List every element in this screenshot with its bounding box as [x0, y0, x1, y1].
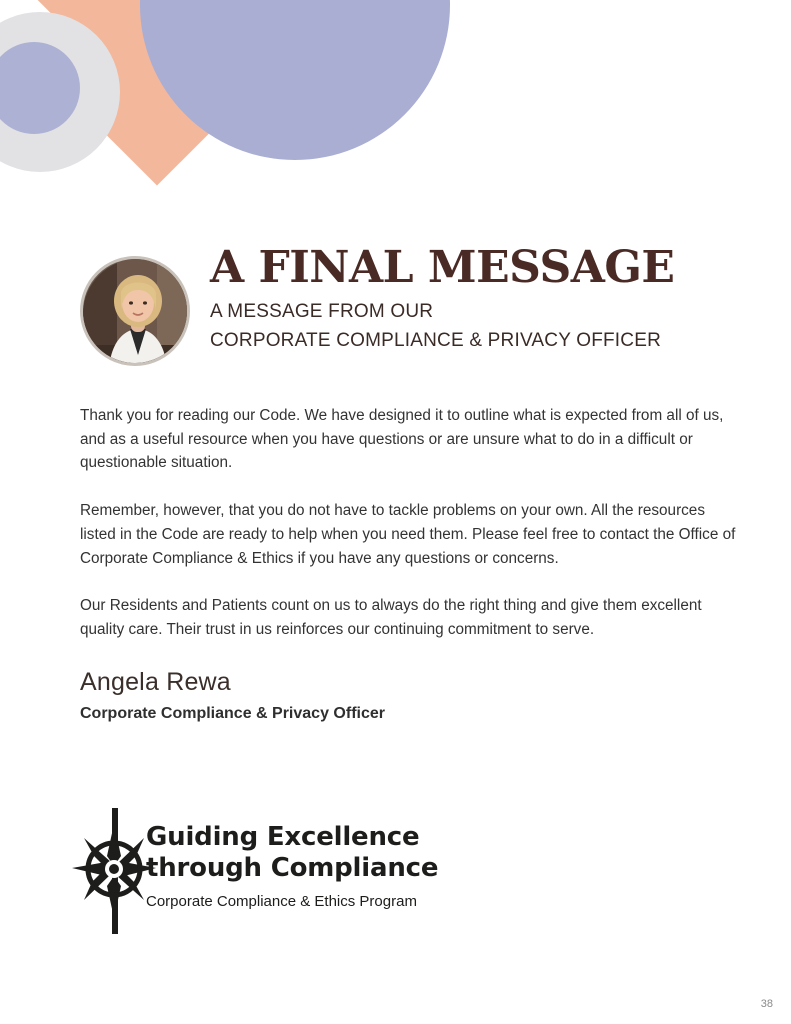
program-logo: [68, 806, 668, 936]
title-block: [210, 242, 770, 355]
signature-name: Angela Rewa: [80, 668, 231, 696]
body-paragraph-2: Remember, however, that you do not have to tackle problems on your own. All the resources listed in the Code are ready to help when you need them. Please feel free to contact the Office of Corporate Compliance & Ethics if you have any questions or concerns.: [80, 502, 736, 567]
signature-block: [80, 668, 680, 723]
page-title: A FINAL MESSAGE: [210, 242, 675, 293]
grey-circle-shape: [0, 12, 120, 172]
logo-line-1: Guiding Excellence: [146, 822, 420, 852]
periwinkle-large-circle-shape: [140, 0, 450, 160]
page-subtitle-line-2: CORPORATE COMPLIANCE & PRIVACY OFFICER: [210, 329, 662, 351]
body-paragraph-3: Our Residents and Patients count on us to always do the right thing and give them excellent quality care. Their trust in us reinforces our continuing commitment to serve.: [80, 597, 702, 638]
signature-role: Corporate Compliance & Privacy Officer: [80, 705, 385, 722]
logo-text: [146, 822, 438, 910]
page-number: 38: [760, 998, 773, 1010]
page-subtitle-line-1: A MESSAGE FROM OUR: [210, 301, 434, 322]
page-header: [0, 242, 791, 386]
body-copy: [80, 404, 742, 642]
salmon-diamond-shape: [23, 0, 292, 119]
periwinkle-small-circle-shape: [0, 42, 80, 134]
avatar: [80, 256, 190, 366]
body-paragraph-1: Thank you for reading our Code. We have designed it to outline what is expected from all of us, and as a useful resource when you have questions or are unsure what to do in a difficult or questionable situation.: [80, 407, 724, 472]
salmon-diamond-tail-shape: [83, 38, 230, 185]
logo-line-2: through Compliance: [146, 852, 439, 883]
portrait-photo-icon: [83, 259, 190, 366]
logo-tagline: Corporate Compliance & Ethics Program: [146, 893, 417, 911]
